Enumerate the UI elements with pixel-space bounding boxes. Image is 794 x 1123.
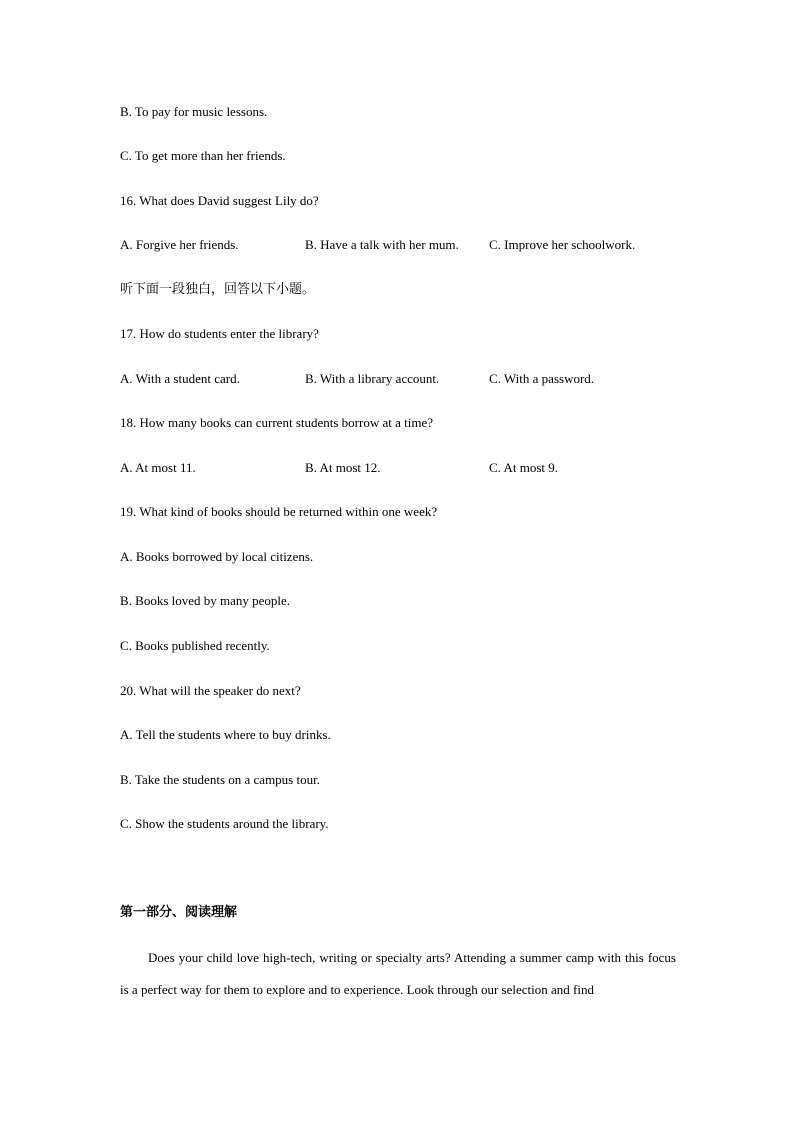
- q19-option-c: C. Books published recently.: [120, 638, 270, 653]
- q19-question: 19. What kind of books should be returned within one week?: [120, 504, 438, 519]
- q20-option-b: B. Take the students on a campus tour.: [120, 772, 320, 787]
- q18-option-b: B. At most 12.: [305, 460, 381, 475]
- q19-option-a: A. Books borrowed by local citizens.: [120, 549, 314, 564]
- q19-option-b: B. Books loved by many people.: [120, 593, 291, 608]
- q17-question: 17. How do students enter the library?: [120, 326, 319, 341]
- q16-option-c: C. Improve her schoolwork.: [489, 237, 636, 252]
- q16-option-a: A. Forgive her friends.: [120, 237, 239, 252]
- monologue-instruction: 听下面一段独白，回答以下小题。: [120, 282, 316, 297]
- q18-option-c: C. At most 9.: [489, 460, 558, 475]
- q15-option-b: B. To pay for music lessons.: [120, 104, 268, 119]
- q18-question: 18. How many books can current students borrow at a time?: [120, 415, 434, 430]
- q17-option-c: C. With a password.: [489, 371, 595, 386]
- q20-option-a: A. Tell the students where to buy drinks.: [120, 727, 331, 742]
- q20-option-c: C. Show the students around the library.: [120, 816, 329, 831]
- section-heading: 第一部分、阅读理解: [120, 905, 238, 920]
- q16-question: 16. What does David suggest Lily do?: [120, 193, 319, 208]
- q20-question: 20. What will the speaker do next?: [120, 683, 301, 698]
- reading-paragraph: Does your child love high-tech, writing or specialty arts? Attending a summer camp with this focus is a perfect way for them to explore and to experience. Look through our selection and find: [120, 950, 676, 997]
- q15-option-c: C. To get more than her friends.: [120, 148, 286, 163]
- q17-option-a: A. With a student card.: [120, 371, 240, 386]
- q16-option-b: B. Have a talk with her mum.: [305, 237, 459, 252]
- q18-option-a: A. At most 11.: [120, 460, 196, 475]
- q17-option-b: B. With a library account.: [305, 371, 440, 386]
